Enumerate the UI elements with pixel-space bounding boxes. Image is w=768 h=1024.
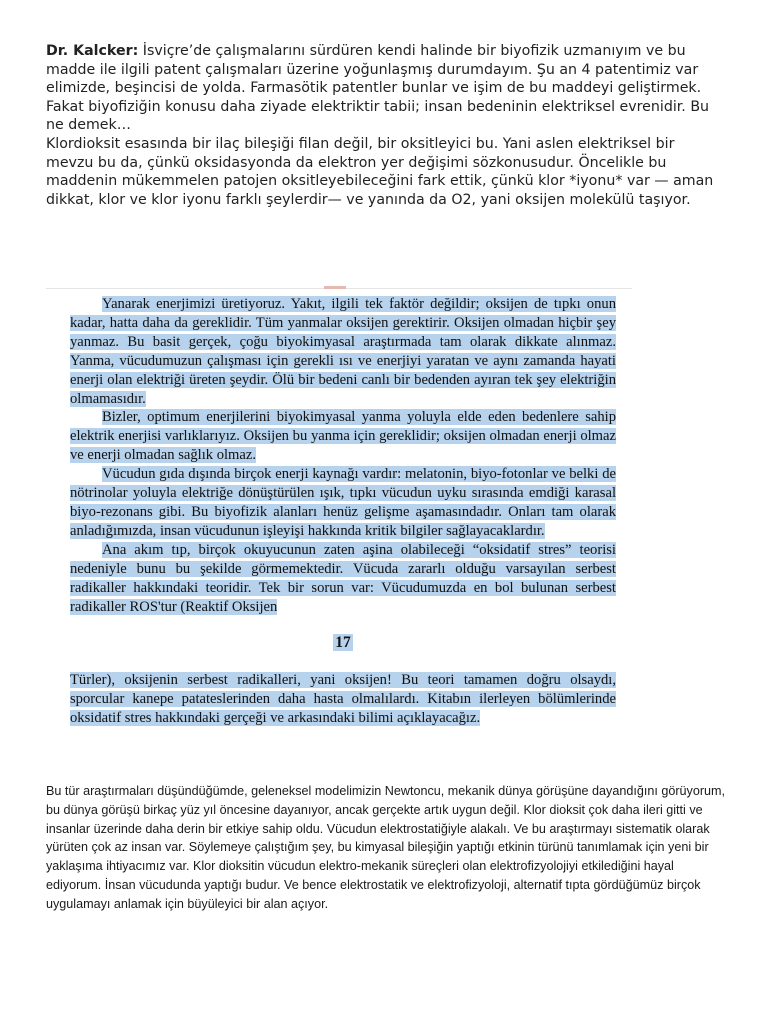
highlighted-text: Bizler, optimum enerjilerini biyokimyasal yanma yoluyla elde eden bedenlere sahip elektrik enerjisi varlıklarıyız. Oksijen bu yanma için gereklidir; oksijen olmadan enerji olmaz ve enerji olmadan sağlık olmaz. [70,409,616,464]
intro-paragraph-1 [46,42,726,135]
highlighted-text: Türler), oksijenin serbest radikalleri, yani oksijen! Bu teori tamamen doğru olsaydı, sporcular kanepe patateslerinden daha hasta olmalılardı. Kitabın ilerleyen bölümlerinde oksidatif stres hakkındaki gerçeği ve arkasındaki bilimi açıklayacağız. [70,672,616,727]
intro-paragraph-2: Klordioksit esasında bir ilaç bileşiği filan değil, bir oksitleyici bu. Yani aslen elektriksel bir mevzu bu da, çünkü oksidasyonda da elektron yer değişimi sözkonusudur. Öncelikle bu maddenin mükemmelen patojen oksitleyebileceğini fark ettik, çünkü klor *iyonu* var — aman dikkat, klor ve klor iyonu farklı şeylerdir— ve yanında da O2, yani oksijen molekülü taşıyor. [46,135,714,208]
page-number [70,634,616,653]
highlighted-text: Ana akım tıp, birçok okuyucunun zaten aşina olabileceği “oksidatif stres” teorisi nedeniyle bunu bu şekilde görmemektedir. Vücuda zararlı olduğu varsayılan serbest radikaller hakkındaki teoridir. Tek bir sorun var: Vücudumuzda en bol bulunan serbest radikaller ROS'tur (Reaktif Oksijen [70,541,616,615]
book-paragraph [70,408,616,465]
book-page-text [70,295,616,728]
highlighted-text: Vücudun gıda dışında birçok enerji kaynağı vardır: melatonin, biyo-fotonlar ve belki de nötrinolar yoluyla elektriğe dönüştürülen ışık, tıpkı vücudun uyku sırasında emdiği karasal biyo-rezonans gibi. Bu biyofizik alanları henüz gelişme aşamasındadır. Onları tam olarak anladığımızda, insan vücudunun işleyişi hakkında kritik bilgiler sağlayacaklardır. [70,466,616,539]
book-paragraph [70,295,616,408]
speaker-name: Dr. Kalcker: [46,43,139,59]
intro-text-block [46,42,726,209]
closing-text-block [46,782,726,914]
highlighted-text: Yanarak enerjimizi üretiyoruz. Yakıt, ilgili tek faktör değildir; oksijen de tıpkı onun kadar, hatta daha da gereklidir. Tüm yanmalar oksijen gerektirir. Oksijen olmadan hiçbir şey yanmaz. Bu basit gerçek, çoğu biyokimyasal araştırmada tam olarak dikkate alınmaz. Yanma, vücudumuzun çalışması için gerekli ısı ve enerjiyi yaratan ve aynı zamanda hayati enerji olan elektriği üreten şeydir. Ölü bir bedeni canlı bir bedenden ayıran tek şey elektriğin olmamasıdır. [70,296,616,407]
book-page-scan [46,288,632,751]
scan-edge-mark [324,286,346,289]
book-paragraph [70,541,616,617]
book-paragraph-continuation [70,671,616,728]
intro-paragraph-1-text: İsviçre’de çalışmalarını sürdüren kendi halinde bir biyofizik uzmanıyım ve bu madde ile ilgili patent çalışmaları üzerine yoğunlaşmış durumdayım. Şu an 4 patentimiz var elimizde, beşincisi de yolda. Farmasötik patentler bunlar ve işim de bu maddeyi geliştirmek. Fakat biyofiziğin konusu daha ziyade elektriktir tabii; insan bedeninin elektriksel evrenidir. Bu ne demek… [46,43,710,134]
book-paragraph [70,465,616,541]
page-number-text: 17 [335,634,351,652]
closing-paragraph: Bu tür araştırmaları düşündüğümde, geleneksel modelimizin Newtoncu, mekanik dünya görüşüne dayandığını görüyorum, bu dünya görüşü birkaç yüz yıl öncesine dayanıyor, ancak gerçekte artık uygun değil. Klor dioksit çok daha ileri gitti ve insanlar üzerinde daha derin bir etkiye sahip oldu. Vücudun elektrostatiğiyle alakalı. Ve bu araştırmayı sistematik olarak yürüten çok az insan var. Söylemeye çalıştığım şey, bu kimyasal bileşiğin yaptığı etkinin türünü tanımlamak için yeni bir yaklaşıma ihtiyacımız var. Klor dioksitin vücudun elektro-mekanik süreçleri olan elektrofizyolojiyi etkilediğini hayal ediyorum. İnsan vücudunda yaptığı budur. Ve bence elektrostatik ve elektrofizyoloji, alternatif tıpta gördüğümüz birçok uygulamayı anlamak için büyüleyici bir alan açıyor. [46,784,726,911]
